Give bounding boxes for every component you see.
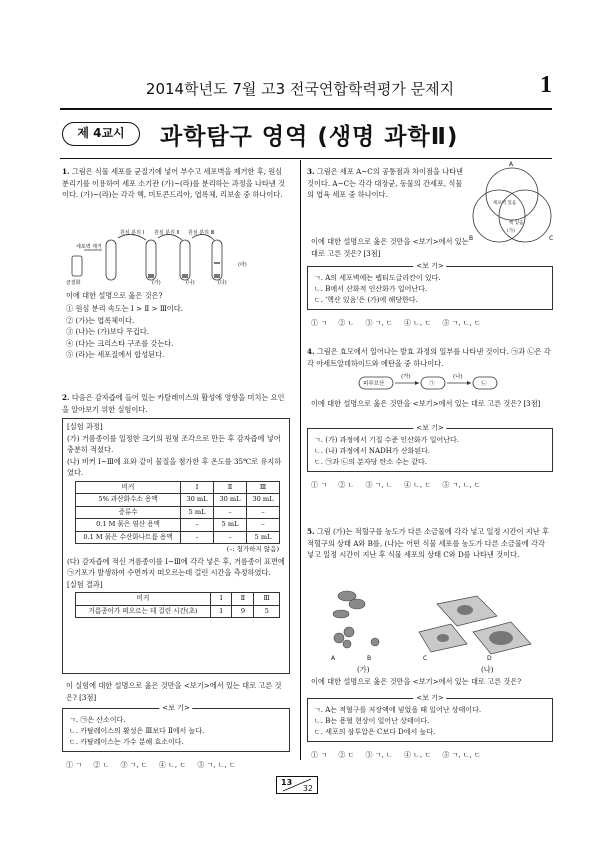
venn-nucleus: 핵 있음 bbox=[509, 221, 524, 226]
label-step-ga: (가) bbox=[401, 374, 411, 380]
choice-4[interactable]: ④ ㄴ, ㄷ bbox=[158, 761, 187, 769]
label-ga: (가) bbox=[152, 280, 161, 286]
question-4 bbox=[307, 346, 553, 369]
title-rule bbox=[60, 158, 552, 159]
label-compound-a: ㉠ bbox=[429, 381, 435, 387]
vacuole-upper bbox=[457, 605, 473, 615]
venn-label-b: B bbox=[469, 235, 474, 242]
table-cell: – bbox=[214, 506, 247, 519]
bogi-item: ㄴ. B에서 산화적 인산화가 일어난다. bbox=[314, 285, 428, 293]
choice-3[interactable]: ③ ㄱ, ㄷ bbox=[120, 761, 148, 769]
arrowhead-2 bbox=[467, 381, 471, 385]
bogi-item: ㄷ. ㉠과 ㉡의 분자당 탄소 수는 같다. bbox=[314, 458, 427, 466]
label-pyruvate: 피루브산 bbox=[363, 381, 385, 387]
table-header: Ⅱ bbox=[232, 593, 254, 606]
question-number: 1. bbox=[62, 167, 70, 176]
question-stem: 그림은 효모에서 일어나는 발효 과정의 일부를 나타낸 것이다. ㉠과 ㉡은 각각 아세트알데하이드와 에탄올 중 하나이다. bbox=[307, 347, 551, 368]
rbc-b-4 bbox=[371, 638, 379, 646]
bogi-title: <보 기> bbox=[413, 261, 446, 271]
choice-3[interactable]: ③ (나)는 (가)보다 무겁다. bbox=[66, 327, 150, 337]
bogi-item: ㄱ. (가) 과정에서 기질 수준 인산화가 일어난다. bbox=[314, 436, 459, 444]
bogi-item: ㄴ. (나) 과정에서 NADH가 산화된다. bbox=[314, 447, 431, 455]
table-cell: 0.1 M 묽은 수산화나트륨 용액 bbox=[76, 531, 181, 544]
venn-label-a: A bbox=[509, 161, 514, 168]
question-stem: 그림은 식물 세포를 균질기에 넣어 부수고 세포벽을 제거한 후, 원심 분리기를 이용하여 세포 소기관 (가)~(라)를 분리하는 과정을 나타낸 것이다. (가)~(라)는 각각 핵, 미토콘드리아, 엽록체, 리보솜 중 하나이다. bbox=[62, 167, 285, 199]
page-number: 1 bbox=[540, 72, 552, 98]
question-1 bbox=[62, 166, 290, 201]
choice-2[interactable]: ② ㄷ bbox=[338, 751, 355, 759]
bogi-item: ㄷ. 세포의 삼투압은 C보다 D에서 높다. bbox=[314, 728, 436, 736]
table-cell: – bbox=[181, 531, 214, 544]
table-cell: 5 mL bbox=[214, 519, 247, 532]
table-header: Ⅲ bbox=[247, 481, 280, 494]
table-header: Ⅲ bbox=[254, 593, 280, 606]
rbc-b-3 bbox=[343, 640, 351, 648]
table-cell: 5 mL bbox=[247, 531, 280, 544]
bogi-item: ㄴ. B는 용혈 현상이 일어난 상태이다. bbox=[314, 717, 430, 725]
choice-4[interactable]: ④ (다)는 크리스타 구조를 갖는다. bbox=[66, 338, 174, 348]
choice-2[interactable]: ② ㄴ bbox=[93, 761, 110, 769]
question-stem: 그림 (가)는 적혈구를 농도가 다른 소금물에 각각 넣고 일정 시간이 지난 후 적혈구의 상태 A와 B를, (나)는 어떤 식물 세포를 농도가 다른 소금물에 각각 넣고 일정 시간이 지난 후 식물 세포의 상태 C와 D를 나타낸 것이다. bbox=[307, 527, 549, 559]
rbc-a-3 bbox=[333, 610, 349, 618]
procedure-da: (다) 감자즙에 적신 거름종이를 Ⅰ~Ⅲ에 각각 넣은 후, 거름종이 표면에 ㉠기포가 발생하여 수면까지 떠오르는데 걸린 시간을 측정하였다. bbox=[67, 556, 285, 577]
header-rule bbox=[60, 108, 552, 110]
table-cell: 5 bbox=[254, 605, 280, 618]
table-cell: 증류수 bbox=[76, 506, 181, 519]
bogi-item: ㄴ. 카탈레이스의 활성은 Ⅲ보다 Ⅱ에서 높다. bbox=[69, 727, 205, 735]
venn-ga: (가) bbox=[507, 229, 515, 234]
choice-1[interactable]: ① ㄱ bbox=[311, 481, 327, 489]
session-label: 제 4교시 bbox=[62, 122, 140, 146]
label-compound-b: ㉡ bbox=[481, 381, 487, 387]
q5-label-ga: (가) bbox=[357, 665, 370, 674]
rbc-b-1 bbox=[334, 633, 344, 643]
table-row bbox=[76, 506, 280, 519]
procedure-title: [실험 과정] bbox=[67, 422, 103, 431]
footer-page-total: 32 bbox=[302, 784, 313, 793]
procedure-ga: (가) 거름종이를 일정한 크기의 원형 조각으로 만든 후 감자즙에 넣어 충분히 적셨다. bbox=[67, 433, 281, 454]
exam-header-title: 2014학년도 7월 고3 전국연합학력평가 문제지 bbox=[145, 80, 455, 98]
result-header-row bbox=[76, 593, 280, 606]
choice-5[interactable]: ⑤ ㄱ, ㄴ, ㄷ bbox=[442, 751, 481, 759]
label-step-na: (나) bbox=[453, 374, 463, 380]
label-a: A bbox=[331, 655, 336, 662]
q5-cell-figure bbox=[327, 580, 547, 662]
subject-title: 과학탐구 영역 (생명 과학Ⅱ) bbox=[160, 124, 459, 150]
venn-label-c: C bbox=[549, 235, 554, 242]
venn-circle-a bbox=[486, 168, 538, 220]
question-number: 4. bbox=[307, 347, 315, 356]
table-cell: 0.1 M 묽은 염산 용액 bbox=[76, 519, 181, 532]
choice-1[interactable]: ① ㄱ bbox=[311, 319, 327, 327]
question-number: 5. bbox=[307, 527, 315, 536]
table-cell: 30 mL bbox=[181, 494, 214, 507]
question-number: 2. bbox=[62, 393, 70, 402]
choice-3[interactable]: ③ ㄱ, ㄷ bbox=[365, 319, 393, 327]
choice-4[interactable]: ④ ㄴ, ㄷ bbox=[403, 319, 432, 327]
question-5 bbox=[307, 526, 553, 561]
q5-ask: 이에 대한 설명으로 옳은 것만을 <보기>에서 있는 대로 고른 것은? bbox=[311, 677, 522, 686]
tube-1 bbox=[106, 240, 116, 280]
question-number: 3. bbox=[307, 167, 315, 176]
layer-ra bbox=[214, 262, 220, 264]
choice-5[interactable]: ⑤ ㄱ, ㄴ, ㄷ bbox=[442, 319, 481, 327]
q3-ask: 이에 대한 설명으로 옳은 것만을 <보기>에서 있는 대로 고른 것은? [3점] bbox=[311, 237, 469, 258]
choice-2[interactable]: ② ㄴ bbox=[338, 319, 355, 327]
table-header: Ⅰ bbox=[181, 481, 214, 494]
label-b: B bbox=[367, 655, 372, 662]
choice-1[interactable]: ① ㄱ bbox=[66, 761, 82, 769]
table-header: 비커 bbox=[76, 481, 181, 494]
q5-choices bbox=[311, 750, 490, 762]
choice-1[interactable]: ① ㄱ bbox=[311, 751, 327, 759]
choice-4[interactable]: ④ ㄴ, ㄷ bbox=[403, 751, 432, 759]
choice-5[interactable]: ⑤ (라)는 세포질에서 합성된다. bbox=[66, 350, 165, 360]
table-cell: – bbox=[214, 531, 247, 544]
table-cell: 거름종이가 떠오르는 데 걸린 시간(초) bbox=[76, 605, 211, 618]
table-cell: 5% 과산화수소 용액 bbox=[76, 494, 181, 507]
result-row bbox=[76, 605, 280, 618]
q5-bogi-box bbox=[307, 694, 553, 742]
choice-2[interactable]: ② (가)는 엽록체이다. bbox=[66, 315, 135, 325]
table-note: (–: 첨가하지 않음) bbox=[226, 545, 279, 553]
table-header: 비커 bbox=[76, 593, 211, 606]
rbc-a-2 bbox=[349, 599, 365, 609]
bogi-title: <보 기> bbox=[413, 693, 446, 703]
q3-choices bbox=[311, 318, 490, 330]
bogi-item: ㄷ. '핵산 있음'은 (가)에 해당한다. bbox=[314, 296, 418, 304]
table-header: Ⅱ bbox=[214, 481, 247, 494]
q2-choices bbox=[66, 760, 245, 772]
table-cell: – bbox=[247, 519, 280, 532]
procedure-na: (나) 비커 Ⅰ~Ⅲ에 표와 같이 물질을 첨가한 후 온도를 35℃로 유지하였다. bbox=[67, 456, 282, 477]
table-cell: – bbox=[247, 506, 280, 519]
result-title: [실험 결과] bbox=[67, 579, 103, 589]
label-da: (다) bbox=[218, 280, 227, 286]
column-divider bbox=[300, 160, 301, 760]
q2-bogi-box bbox=[62, 704, 290, 752]
homogenizer-tube bbox=[72, 256, 82, 276]
q4-bogi-box bbox=[307, 424, 553, 472]
footer-page-indicator bbox=[276, 776, 318, 794]
footer-page-current: 13 bbox=[281, 778, 293, 787]
choice-4[interactable]: ④ ㄴ, ㄷ bbox=[403, 481, 432, 489]
pellet-da bbox=[214, 274, 220, 278]
table-row bbox=[76, 531, 280, 544]
q1-choices bbox=[66, 303, 183, 361]
label-homogenizer: 균질화 bbox=[66, 280, 81, 286]
label-remove-wall: 세포벽 제거 bbox=[76, 244, 102, 250]
table-row bbox=[76, 519, 280, 532]
choice-1[interactable]: ① 원심 분리 속도는 Ⅰ > Ⅱ > Ⅲ이다. bbox=[66, 304, 183, 313]
q4-ask: 이에 대한 설명으로 옳은 것만을 <보기>에서 있는 대로 고른 것은? [3점] bbox=[311, 399, 541, 408]
vacuole-d bbox=[489, 631, 513, 645]
question-3 bbox=[307, 166, 469, 201]
q5-label-na: (나) bbox=[481, 665, 494, 674]
label-na: (나) bbox=[186, 280, 195, 286]
q3-bogi-box bbox=[307, 262, 553, 310]
choice-3[interactable]: ③ ㄱ, ㄴ bbox=[365, 751, 393, 759]
bogi-item: ㄷ. 카탈레이스는 가수 분해 효소이다. bbox=[69, 738, 184, 746]
bogi-title: <보 기> bbox=[413, 423, 446, 433]
q1-ask: 이에 대한 설명으로 옳은 것은? bbox=[66, 291, 163, 300]
bogi-title: <보 기> bbox=[159, 703, 192, 713]
q2-experiment-box bbox=[62, 418, 290, 674]
choice-5[interactable]: ⑤ ㄱ, ㄴ, ㄷ bbox=[197, 761, 236, 769]
table-cell: 30 mL bbox=[247, 494, 280, 507]
choice-2[interactable]: ② ㄴ bbox=[338, 481, 355, 489]
choice-5[interactable]: ⑤ ㄱ, ㄴ, ㄷ bbox=[442, 481, 481, 489]
bogi-item: ㄱ. A의 세포벽에는 펩티도글리칸이 있다. bbox=[314, 274, 441, 282]
venn-wall: 세포벽 있음 bbox=[493, 201, 517, 206]
vacuole-c bbox=[437, 634, 449, 642]
table-header-row bbox=[76, 481, 280, 494]
table-cell: – bbox=[181, 519, 214, 532]
q4-fermentation-diagram bbox=[357, 372, 507, 394]
arrowhead-1 bbox=[415, 381, 419, 385]
table-row bbox=[76, 494, 280, 507]
q2-result-table bbox=[75, 592, 280, 618]
bogi-item: ㄱ. ㉠은 산소이다. bbox=[69, 716, 126, 724]
table-cell: 1 bbox=[211, 605, 232, 618]
q2-ask: 이 실험에 대한 설명으로 옳은 것만을 <보기>에서 있는 대로 고른 것은? [3점] bbox=[66, 681, 282, 702]
bogi-item: ㄱ. A는 적혈구를 저장액에 넣었을 때 일어난 상태이다. bbox=[314, 706, 482, 714]
pellet-ga bbox=[148, 274, 154, 278]
table-cell: 5 mL bbox=[181, 506, 214, 519]
table-header: Ⅰ bbox=[211, 593, 232, 606]
table-cell: 9 bbox=[232, 605, 254, 618]
q3-venn-diagram bbox=[469, 160, 555, 250]
label-centrifuge-1: 원심 분리 Ⅰ bbox=[120, 230, 144, 236]
label-centrifuge-3: 원심 분리 Ⅲ bbox=[188, 230, 214, 236]
pellet-na bbox=[182, 274, 188, 278]
question-2 bbox=[62, 392, 290, 415]
table-cell: 30 mL bbox=[214, 494, 247, 507]
q1-centrifuge-figure bbox=[62, 226, 290, 288]
choice-3[interactable]: ③ ㄱ, ㄴ bbox=[365, 481, 393, 489]
q2-reagent-table bbox=[75, 481, 280, 545]
rbc-b-2 bbox=[344, 627, 354, 637]
label-c: C bbox=[423, 655, 428, 662]
label-centrifuge-2: 원심 분리 Ⅱ bbox=[154, 230, 179, 236]
label-ra: (라) bbox=[238, 262, 247, 268]
question-stem: 다음은 감자즙에 들어 있는 카탈레이스의 활성에 영향을 미치는 요인을 알아보기 위한 실험이다. bbox=[62, 393, 285, 414]
q4-choices bbox=[311, 480, 490, 492]
label-d: D bbox=[487, 655, 492, 662]
question-stem: 그림은 세포 A~C의 공통점과 차이점을 나타낸 것이다. A~C는 각각 대장균, 동물의 간세포, 식물의 엽육 세포 중 하나이다. bbox=[307, 167, 463, 199]
